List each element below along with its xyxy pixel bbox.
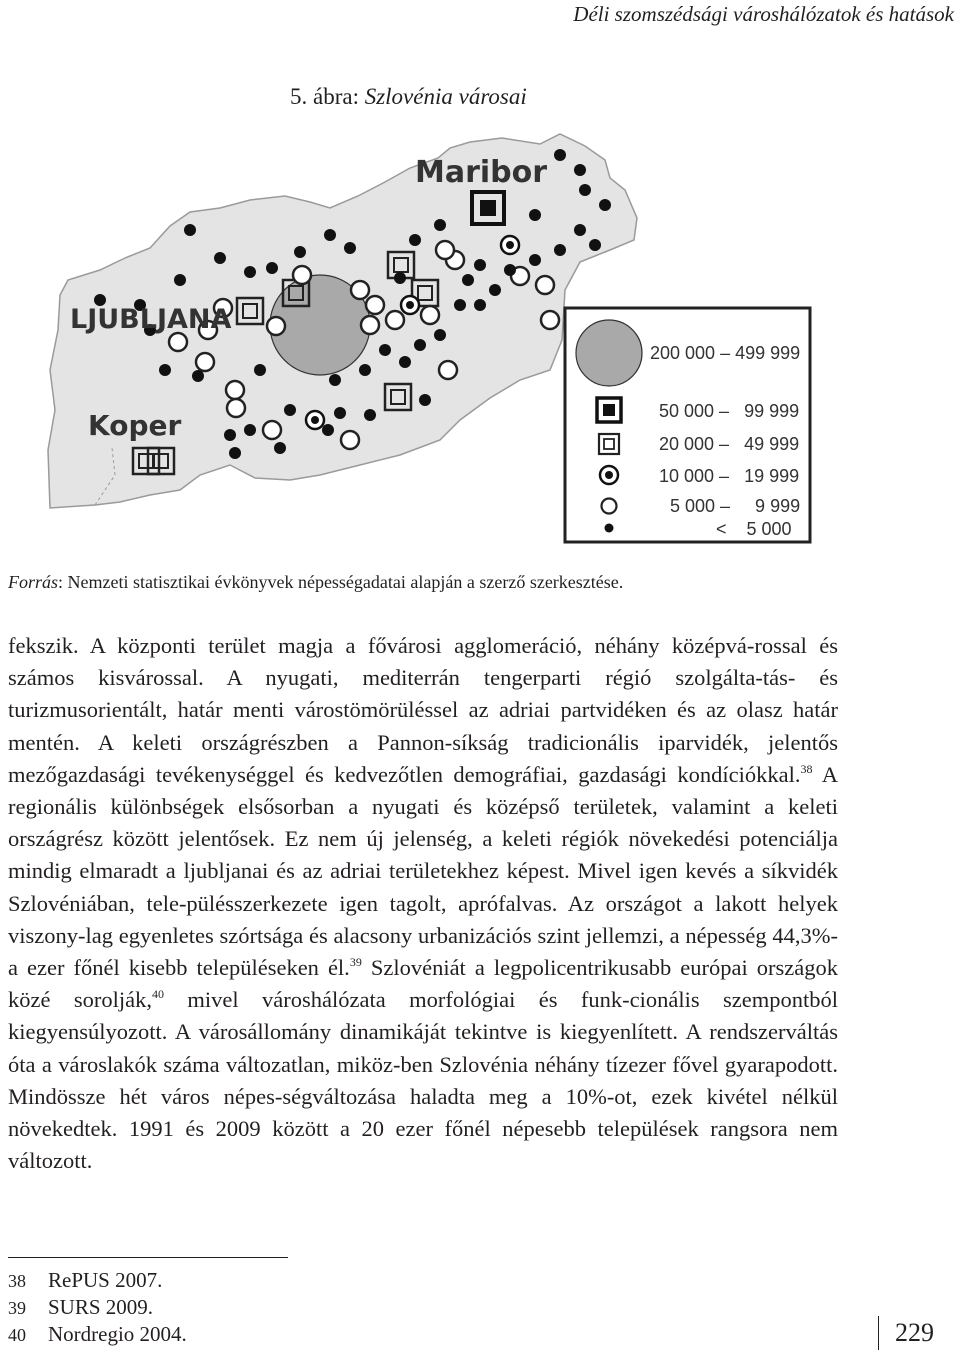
footnote-text: RePUS 2007. xyxy=(48,1268,163,1292)
figure-source xyxy=(8,572,623,593)
legend-small-dot-icon xyxy=(605,524,614,533)
legend-label: 5 000 – 9 999 xyxy=(670,496,801,516)
legend-label: 200 000 – 499 999 xyxy=(650,343,801,363)
body-text-part: fekszik. A központi terület magja a fővárosi agglomeráció, néhány középvá-rossal és számos kisvárossal. A nyugati, mediterrán tengerparti régió szolgálta-tás- és turizmusorientált, határ menti várostömörüléssel az adriai partvidéken és az olasz határ mentén. A keleti országrészben a Pannon-síkság tradicionális iparvidék, jelentős mezőgazdasági tevékenységgel és kedvezőtlen demográfiai, gazdasági kondíciókkal. xyxy=(8,633,838,787)
footnote-text: Nordregio 2004. xyxy=(48,1322,187,1346)
footnote-ref[interactable]: 38 xyxy=(800,761,813,776)
page-number: 229 xyxy=(878,1316,934,1350)
footnote-ref[interactable]: 40 xyxy=(152,987,164,1002)
footnote-number: 38 xyxy=(8,1271,26,1291)
source-label: Forrás xyxy=(8,572,59,592)
footnote-text: SURS 2009. xyxy=(48,1295,154,1319)
maribor-marker-inner xyxy=(480,200,496,216)
footnote xyxy=(8,1295,187,1322)
legend-label: 20 000 – 49 999 xyxy=(659,434,800,454)
koper-label: Koper xyxy=(88,409,182,442)
figure-title xyxy=(290,84,527,110)
figure-number: 5. ábra: xyxy=(290,84,359,109)
legend-open-circle-icon xyxy=(602,499,617,514)
body-text-part: Szlovéniát a legpolicentrikusabb európai országok közé sorolják, xyxy=(8,955,839,1013)
legend-label: < 5 000 xyxy=(716,519,792,539)
footnote xyxy=(8,1322,187,1349)
footnote-divider xyxy=(8,1257,288,1258)
footnote-number: 40 xyxy=(8,1325,26,1345)
slovenia-map xyxy=(40,130,820,550)
figure-caption: Szlovénia városai xyxy=(364,84,527,109)
running-header: Déli szomszédsági városhálózatok és hatások xyxy=(573,2,954,26)
footnotes xyxy=(8,1268,187,1349)
footnote-number: 39 xyxy=(8,1298,26,1318)
legend-bold-square-inner xyxy=(603,404,615,416)
legend xyxy=(565,308,810,542)
ljubljana-label: LJUBLJANA xyxy=(70,304,232,335)
body-paragraph xyxy=(8,630,838,1177)
footnote-ref[interactable]: 39 xyxy=(349,955,362,970)
source-text: : Nemzeti statisztikai évkönyvek népességadatai alapján a szerző szerkesztése. xyxy=(58,572,624,592)
legend-label: 50 000 – 99 999 xyxy=(659,401,800,421)
body-text-part: A regionális különbségek elsősorban a nyugati és középső területek, valamint a keleti országrész között jelentősek. Ez nem új jelenség, a keleti régiók növekedési potenciálja mindig elmaradt a ljubljanai és az adriai területekhez képest. Mivel igen kevés a síkvidék Szlovéniában, tele-pülésszerkezete igen tagolt, aprófalvas. Az országot a lakott helyek viszony-lag egyenletes szórtsága és alacsony urbanizációs szint jellemzi, a népesség 44,3%-a ezer főnél kisebb településeken él. xyxy=(8,761,838,981)
legend-label: 10 000 – 19 999 xyxy=(659,466,800,486)
footnote xyxy=(8,1268,187,1295)
legend-large-circle-icon xyxy=(576,320,642,386)
legend-dot-in-circle-inner xyxy=(605,471,613,479)
maribor-label: Maribor xyxy=(415,155,548,190)
body-text-part: mivel városhálózata morfológiai és funk-cionális szempontból kiegyensúlyozott. A városállomány dinamikáját tekintve is kiegyenlített. A rendszerváltás óta a városlakók száma változatlan, miköz-ben Szlovénia néhány tízezer fővel gyarapodott. Mindössze hét város népes-ségváltozása haladta meg a 10%-ot, ezek kivétel nélkül növekedtek. 1991 és 2009 között a 20 ezer főnél népesebb települések rangsora nem változott. xyxy=(8,987,838,1174)
